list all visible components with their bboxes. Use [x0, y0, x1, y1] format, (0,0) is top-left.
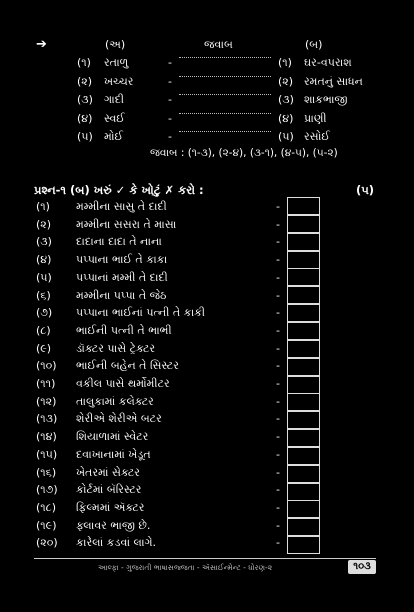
match-item-b: શાકભાજી	[304, 93, 348, 106]
item-number: (૯)	[36, 342, 52, 355]
answer-checkbox[interactable]	[287, 447, 320, 465]
match-item-a: રતાળુ	[104, 56, 129, 69]
item-number: (૧૯)	[36, 519, 57, 532]
answer-checkbox[interactable]	[287, 197, 320, 215]
item-dash: -	[276, 412, 280, 425]
item-statement: શેરીએ શેરીએ બટર	[76, 412, 162, 425]
item-number: (૬)	[36, 289, 51, 302]
answer-checkbox[interactable]	[287, 411, 320, 429]
item-dash: -	[276, 395, 280, 408]
item-number: (૫)	[36, 271, 52, 284]
item-number: (૨૦)	[36, 536, 58, 549]
item-dash: -	[276, 324, 280, 337]
column-a-header: (અ)	[105, 38, 126, 51]
answer-checkbox[interactable]	[287, 518, 320, 536]
answer-checkbox[interactable]	[287, 268, 320, 286]
item-statement: કોર્ટમાં બૅરિસ્ટર	[76, 483, 142, 496]
item-statement: મમ્મીના સાસુ તે દાદી	[76, 200, 167, 213]
answer-checkbox[interactable]	[287, 483, 320, 501]
item-statement: મમ્મીના પપ્પા તે જેઠ	[76, 289, 167, 302]
item-number: (૪)	[36, 253, 52, 266]
item-dash: -	[276, 377, 280, 390]
match-row-number: (૧)	[77, 56, 91, 69]
item-statement: કારેલાં કડવાં લાગે.	[76, 536, 157, 549]
item-dash: -	[276, 342, 280, 355]
match-row-number-b: (૪)	[278, 112, 294, 125]
item-statement: પપ્પાના ભાઈનાં પત્ની તે કાકી	[76, 306, 206, 319]
item-statement: વકીલ પાસે થર્મોમીટર	[76, 377, 170, 390]
item-number: (૩)	[36, 235, 52, 248]
item-number: (૧૩)	[36, 412, 58, 425]
match-dash: -	[168, 93, 172, 106]
item-number: (૧૪)	[36, 430, 57, 443]
item-statement: પપ્પાનાં મમ્મી તે દાદી	[76, 271, 168, 284]
answer-header: જવાબ	[204, 38, 233, 51]
answer-checkbox[interactable]	[287, 340, 320, 358]
item-dash: -	[276, 466, 280, 479]
item-statement: ફ્લાવર ભાજી છે.	[76, 519, 151, 532]
match-item-b: રમતનું સાધન	[304, 75, 363, 88]
answer-checkbox[interactable]	[287, 393, 320, 411]
answer-checkbox[interactable]	[287, 358, 320, 376]
answer-blank[interactable]	[179, 113, 271, 114]
item-statement: દાદાના દાદા તે નાના	[76, 235, 162, 248]
column-b-header: (બ)	[305, 38, 323, 51]
item-statement: ડૉક્ટર પાસે ટ્રેક્ટર	[76, 342, 156, 355]
item-dash: -	[276, 536, 280, 549]
answer-blank[interactable]	[179, 131, 271, 132]
item-dash: -	[276, 253, 280, 266]
match-item-a: સ્વઈ	[104, 112, 125, 125]
match-item-b: પ્રાણી	[304, 112, 327, 125]
answer-checkbox[interactable]	[287, 376, 320, 394]
item-number: (૧)	[36, 200, 50, 213]
answer-key: જવાબ : (૧-૩), (૨-૪), (૩-૧), (૪-૫), (૫-૨)	[150, 147, 338, 159]
answer-checkbox[interactable]	[287, 500, 320, 518]
answer-checkbox[interactable]	[287, 322, 320, 340]
item-statement: મમ્મીના સસરા તે માસા	[76, 218, 177, 231]
answer-checkbox[interactable]	[287, 429, 320, 447]
answer-checkbox[interactable]	[287, 304, 320, 322]
item-number: (૮)	[36, 324, 51, 337]
match-row-number: (૫)	[77, 130, 93, 143]
item-number: (૭)	[36, 306, 53, 319]
item-dash: -	[276, 271, 280, 284]
answer-checkbox[interactable]	[287, 286, 320, 304]
item-dash: -	[276, 359, 280, 372]
item-dash: -	[276, 430, 280, 443]
match-row-number: (૪)	[77, 112, 93, 125]
answer-blank[interactable]	[179, 57, 271, 58]
match-dash: -	[168, 130, 172, 143]
page-number: ૧૦૩	[348, 560, 376, 574]
answer-checkbox[interactable]	[287, 251, 320, 269]
item-number: (૧૦)	[36, 359, 57, 372]
item-statement: ભાઈની પત્ની તે ભાભી	[76, 324, 172, 337]
match-item-b: ઘર-વપરાશ	[304, 56, 352, 69]
match-dash: -	[168, 75, 172, 88]
item-number: (૧૮)	[36, 501, 57, 514]
footer-text: આલ્ફા - ગુજરાતી ભાષાસજ્જતા - ઍસાઈન્મેન્ટ - ધોરણ-૨	[98, 563, 273, 572]
item-number: (૧૬)	[36, 466, 57, 479]
item-dash: -	[276, 289, 280, 302]
item-number: (૧૭)	[36, 483, 58, 496]
match-row-number-b: (૫)	[278, 130, 294, 143]
item-statement: તાલુકામાં કલેક્ટર	[76, 395, 154, 408]
answer-checkbox[interactable]	[287, 215, 320, 233]
match-row-number-b: (૨)	[278, 75, 294, 88]
match-dash: -	[168, 112, 172, 125]
item-dash: -	[276, 306, 280, 319]
match-row-number-b: (૧)	[278, 56, 292, 69]
item-statement: ખેતરમાં સેક્ટર	[76, 466, 140, 479]
item-dash: -	[276, 519, 280, 532]
answer-checkbox[interactable]	[287, 536, 320, 554]
item-statement: ફિલ્મમાં ઍક્ટર	[76, 501, 145, 514]
match-item-a: ખચ્ચર	[104, 75, 134, 88]
question-title: પ્રશ્ન-૧ (બ) ખરું ✓ કે ખોટું ✗ કરો :	[34, 183, 204, 197]
answer-checkbox[interactable]	[287, 233, 320, 251]
item-dash: -	[276, 200, 280, 213]
item-number: (૧૨)	[36, 395, 57, 408]
item-number: (૧૧)	[36, 377, 56, 390]
match-dash: -	[168, 56, 172, 69]
match-row-number-b: (૩)	[278, 93, 294, 106]
arrow-icon: ➔	[36, 37, 47, 52]
match-item-a: ગાદી	[104, 93, 125, 106]
question-marks: (૫)	[356, 183, 375, 197]
match-item-b: રસોઈ	[304, 130, 330, 143]
answer-blank[interactable]	[179, 76, 271, 77]
match-item-a: મોઈ	[104, 130, 124, 143]
footer-divider	[34, 558, 376, 559]
answer-checkbox[interactable]	[287, 465, 320, 483]
match-row-number: (૩)	[77, 93, 93, 106]
item-dash: -	[276, 448, 280, 461]
item-statement: દવાખાનામાં ખેડૂત	[76, 448, 151, 461]
match-row-number: (૨)	[77, 75, 93, 88]
item-statement: ભાઈની બહેન તે સિસ્ટર	[76, 359, 179, 372]
item-number: (૨)	[36, 218, 52, 231]
item-dash: -	[276, 501, 280, 514]
item-statement: પપ્પાના ભાઈ તે કાકા	[76, 253, 168, 266]
item-dash: -	[276, 218, 280, 231]
item-statement: શિયાળામાં સ્વેટર	[76, 430, 149, 443]
item-number: (૧૫)	[36, 448, 58, 461]
item-dash: -	[276, 235, 280, 248]
item-dash: -	[276, 483, 280, 496]
answer-blank[interactable]	[179, 94, 271, 95]
